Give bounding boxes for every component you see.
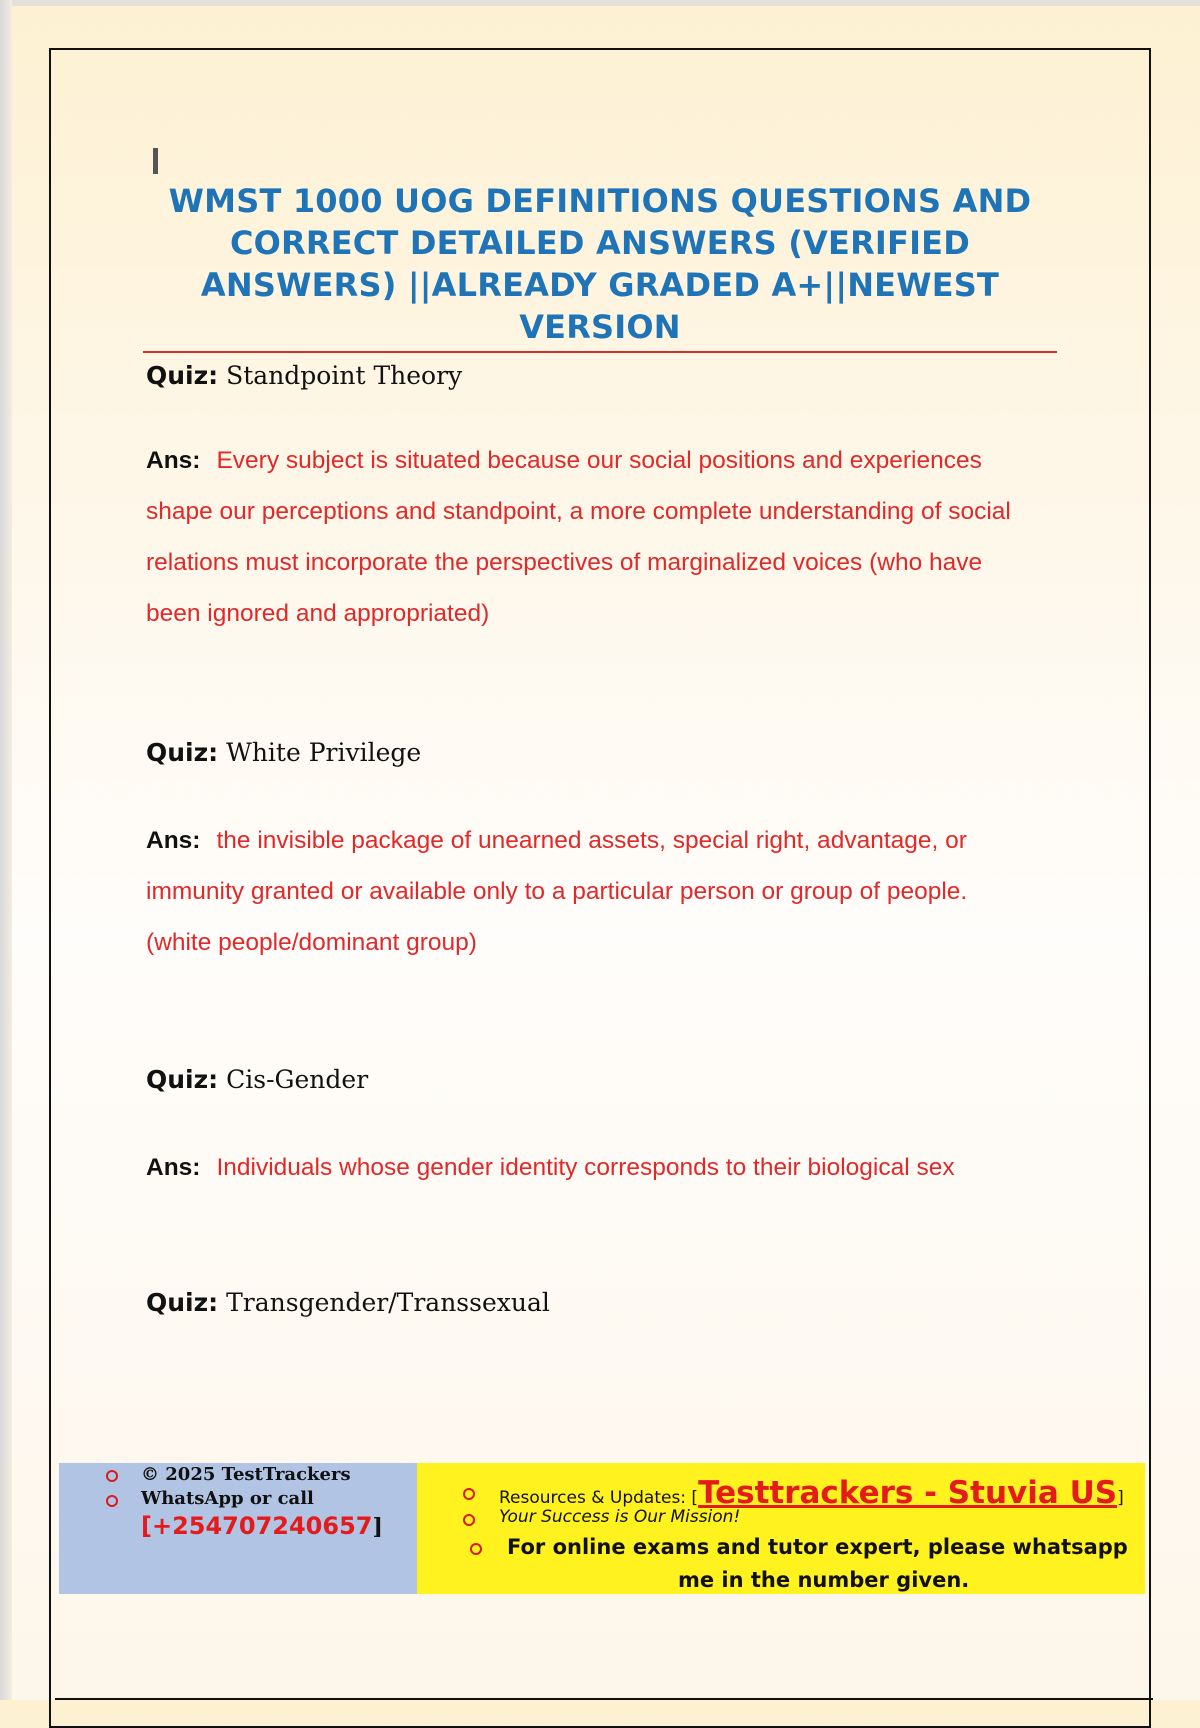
quiz-question: Quiz: Standpoint Theory: [146, 361, 463, 390]
quiz-term: Cis-Gender: [226, 1065, 369, 1094]
copyright-text: © 2025 TestTrackers: [141, 1464, 351, 1485]
bullet-icon: [106, 1495, 118, 1507]
quiz-term: Standpoint Theory: [226, 361, 463, 390]
quiz-question: Quiz: Cis-Gender: [146, 1065, 369, 1094]
bullet-icon: [463, 1488, 475, 1500]
answer-line: Ans: Individuals whose gender identity corresponds to their biological sex: [146, 1154, 955, 1181]
quiz-question: Quiz: Transgender/Transsexual: [146, 1288, 550, 1317]
window-top-edge: [0, 0, 1200, 6]
bullet-icon: [106, 1470, 118, 1482]
text-cursor: [153, 148, 158, 174]
answer-line: Ans: Every subject is situated because our social positions and experiences: [146, 447, 982, 474]
answer-line: Ans: the invisible package of unearned assets, special right, advantage, or: [146, 827, 967, 854]
answer-line: relations must incorporate the perspectives of marginalized voices (who have: [146, 549, 983, 576]
answer-block-3: [146, 1142, 1066, 1193]
answer-block-2: [146, 815, 1066, 968]
qa-block-3: [146, 1065, 1066, 1094]
bullet-icon: [470, 1543, 482, 1555]
quiz-term: White Privilege: [226, 738, 422, 767]
qa-block-2: [146, 738, 1066, 767]
answer-line: immunity granted or available only to a particular person or group of people.: [146, 878, 968, 905]
whatsapp-label: WhatsApp or call: [141, 1488, 314, 1509]
title-divider: [143, 351, 1057, 353]
tutor-text-line2: me in the number given.: [678, 1568, 970, 1592]
qa-block-1: [146, 361, 1066, 390]
phone-number[interactable]: [+254707240657]: [141, 1512, 383, 1540]
qa-block-4: [146, 1288, 1066, 1317]
bullet-icon: [463, 1514, 475, 1526]
answer-line: shape our perceptions and standpoint, a more complete understanding of social: [146, 498, 1011, 525]
resources-line: Resources & Updates: [Testtrackers - Stuvia US]: [499, 1475, 1124, 1511]
tutor-text-line1: For online exams and tutor expert, please whatsapp: [507, 1535, 1128, 1559]
document-title: WMST 1000 UOG DEFINITIONS QUESTIONS AND CORRECT DETAILED ANSWERS (VERIFIED ANSWERS) ||ALREADY GRADED A+||NEWEST VERSION: [168, 182, 1032, 346]
quiz-question: Quiz: White Privilege: [146, 738, 422, 767]
answer-line: (white people/dominant group): [146, 929, 477, 956]
quiz-term: Transgender/Transsexual: [226, 1288, 550, 1317]
answer-block-1: [146, 435, 1066, 639]
stuvia-link[interactable]: Testtrackers - Stuvia US: [698, 1475, 1118, 1511]
page-shadow-edge: [0, 0, 12, 1700]
mission-text: Your Success is Our Mission!: [499, 1507, 741, 1527]
answer-line: been ignored and appropriated): [146, 600, 490, 627]
